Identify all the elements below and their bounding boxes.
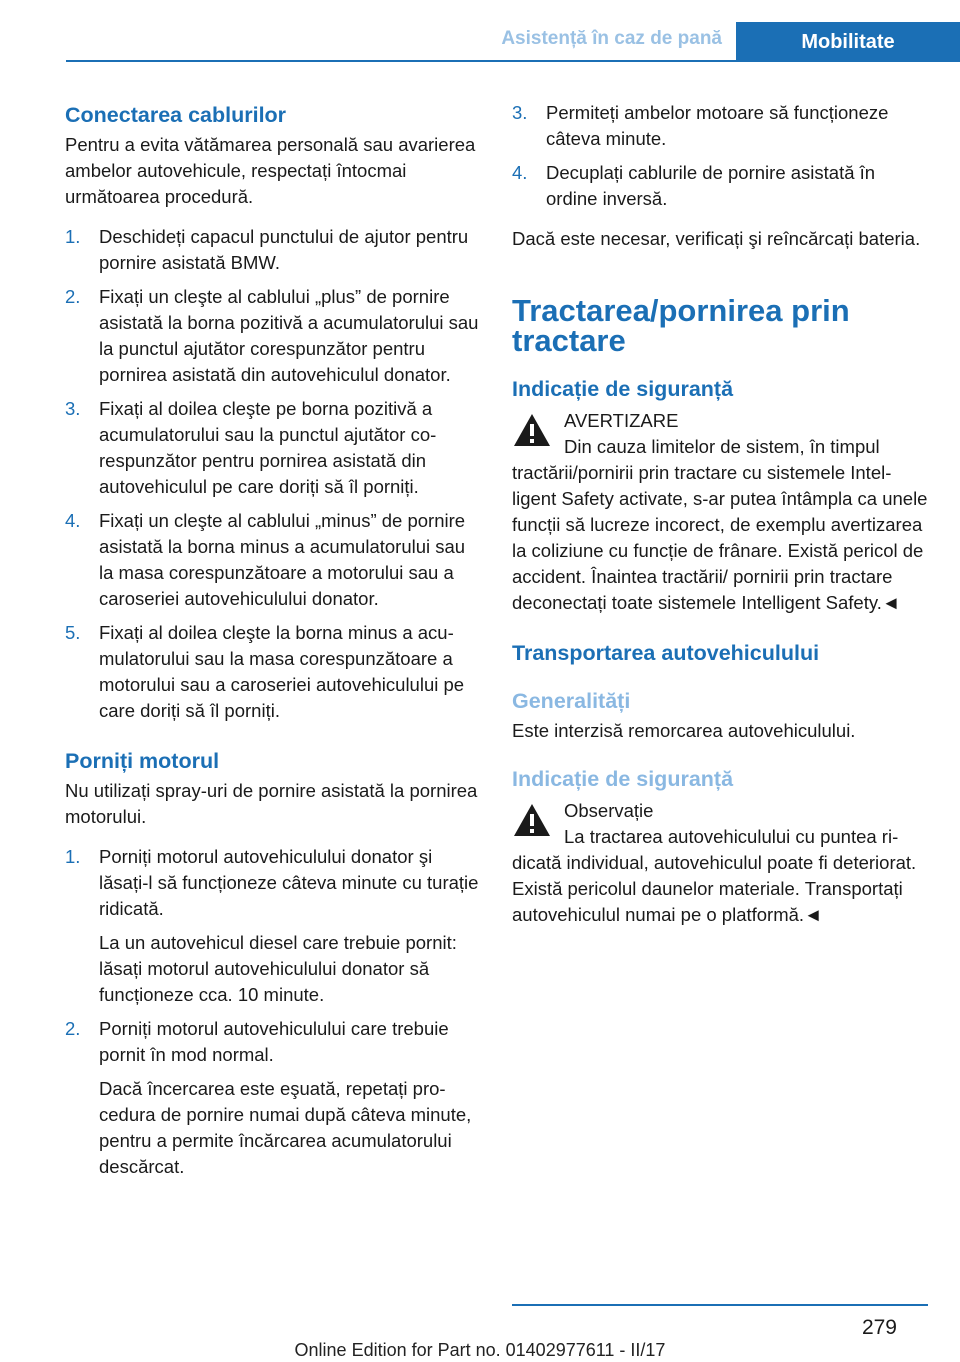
list-item <box>65 844 480 1008</box>
footer-rule <box>512 1304 928 1306</box>
chapter-tab[interactable]: Mobilitate <box>736 22 960 62</box>
step-number: 5. <box>65 622 81 643</box>
section-title-start-engine: Porniți motorul <box>65 749 220 773</box>
step-number: 1. <box>65 226 81 247</box>
battery-note: Dacă este necesar, verificați şi reîncărcați bateria. <box>512 228 921 249</box>
step-text: Decuplați cablurile de pornire asistată în ordine inversă. <box>546 162 876 209</box>
list-item <box>65 224 480 276</box>
warning-triangle-icon <box>512 412 552 448</box>
section-tab[interactable]: Asistență în caz de pană <box>501 28 722 49</box>
warning-label: AVERTIZARE <box>564 410 679 431</box>
step-number: 1. <box>65 846 81 867</box>
section-title-connecting-cables: Conectarea cablurilor <box>65 103 287 127</box>
page-number: 279 <box>861 1316 897 1339</box>
step-text: Permiteți ambelor motoare să funcționeze câteva minute. <box>546 102 889 149</box>
warning-triangle-icon <box>512 802 552 838</box>
step-number: 4. <box>512 162 528 183</box>
step-subtext: Dacă încercarea este eşuată, repetați procedura de pornire numai după câteva minute, pentru a permite încărcarea acumulatorului descărcat. <box>99 1078 472 1177</box>
general-text: Este interzisă remorcarea autovehiculului. <box>512 720 856 741</box>
list-item <box>65 1016 480 1180</box>
list-item <box>65 620 480 724</box>
step-number: 4. <box>65 510 81 531</box>
warning-text: Din cauza limitelor de sistem, în timpul tractării/pornirii prin tractare cu sistemele Intelligent Safety activate, s-ar putea întâmpla ca unele funcții să lucreze incorect, de exemplu avertizarea la coliziune cu funcție de frânare. Există pericol de accident. Înaintea tractării/ pornirii prin tractare deconectați toate sistemele Intelligent Safety.◄ <box>512 436 928 613</box>
step-text: Fixați un cleşte al cablului „plus” de pornire asistată la borna pozitivă a acumulatorului sau la punctul ajutător corespunzător pentru pornirea asistată din autovehiculul donator. <box>99 286 479 385</box>
section-intro: Pentru a evita vătămarea personală sau avarierea ambelor autovehicule, respectați întocmai următoarea procedură. <box>65 134 476 207</box>
step-text: Fixați un cleşte al cablului „minus” de pornire asistată la borna minus a acumulatorului sau la masa corespunzătoare a motorului sau a caroseriei autovehiculului donator. <box>99 510 466 609</box>
section-title-transport: Transportarea autovehiculului <box>512 641 820 665</box>
step-text: Fixați al doilea cleşte la borna minus a acumulatorului sau la masa corespunzătoare a motorului sau a caroseriei autovehiculului pe care doriți să îl porniți. <box>99 622 465 721</box>
step-text: Fixați al doilea cleşte pe borna pozitivă a acumulatorului sau la punctul ajutător corespunzător pentru pornirea asistată din autovehiculul pe care doriți să îl porniți. <box>99 398 437 497</box>
list-item <box>512 160 928 212</box>
caution-text: La tractarea autovehiculului cu puntea ridicată individual, autovehiculul poate fi deteriorat. Există pericolul daunelor materiale. Transportați autovehiculul numai pe o platformă.◄ <box>512 826 917 925</box>
chapter-title-towing: Tractarea/pornirea prin tractare <box>512 293 850 358</box>
start-steps <box>65 844 480 1180</box>
warning-block <box>512 406 928 616</box>
connect-steps <box>65 224 480 724</box>
caution-label: Observație <box>564 800 654 821</box>
right-column <box>512 100 928 942</box>
left-column <box>65 100 480 1194</box>
step-number: 3. <box>512 102 528 123</box>
section-title-safety: Indicație de siguranță <box>512 377 734 401</box>
header-rule <box>66 60 960 62</box>
edition-footer: Online Edition for Part no. 01402977611 - II/17 <box>294 1340 666 1360</box>
step-number: 3. <box>65 398 81 419</box>
step-text: Porniți motorul autovehiculului care trebuie pornit în mod normal. <box>99 1018 449 1065</box>
subsection-title-safety: Indicație de siguranță <box>512 767 734 791</box>
step-number: 2. <box>65 286 81 307</box>
step-text: Deschideți capacul punctului de ajutor pentru pornire asistată BMW. <box>99 226 469 273</box>
step-number: 2. <box>65 1018 81 1039</box>
section-intro: Nu utilizați spray-uri de pornire asistată la pornirea motorului. <box>65 780 478 827</box>
list-item <box>65 284 480 388</box>
list-item <box>65 508 480 612</box>
step-text: Porniți motorul autovehiculului donator şi lăsați-l să funcționeze câteva minute cu turație ridicată. <box>99 846 479 919</box>
step-subtext: La un autovehicul diesel care trebuie pornit: lăsați motorul autovehiculului donator să funcționeze cca. 10 minute. <box>99 932 457 1005</box>
subsection-title-general: Generalități <box>512 689 631 713</box>
list-item <box>512 100 928 152</box>
page-header <box>0 0 960 62</box>
list-item <box>65 396 480 500</box>
continued-steps <box>512 100 928 212</box>
caution-block <box>512 796 928 928</box>
